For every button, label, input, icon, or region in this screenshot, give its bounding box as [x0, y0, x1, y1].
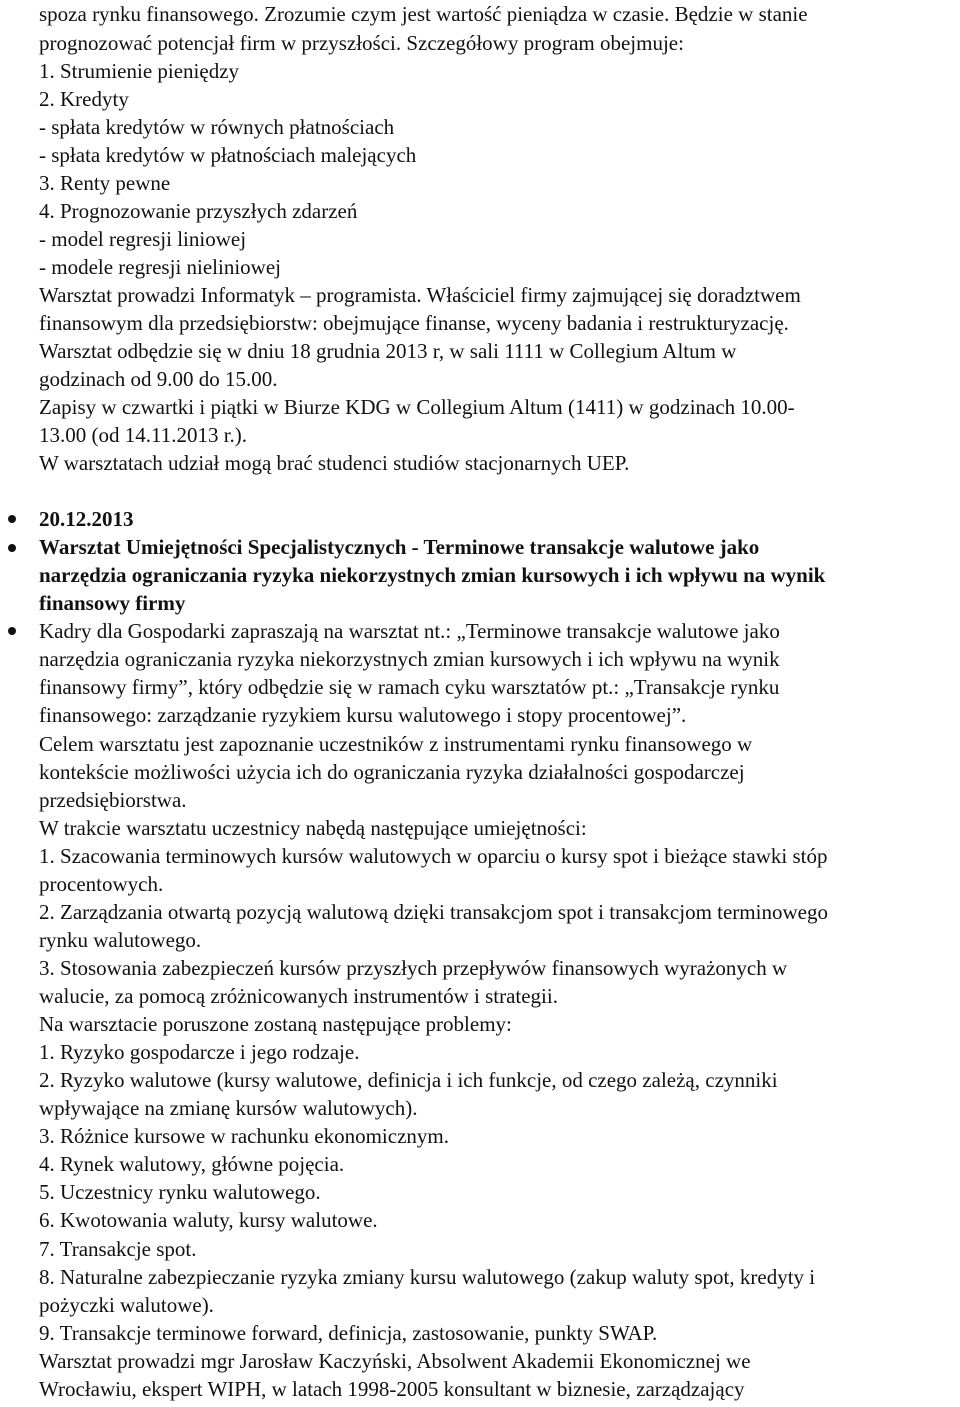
- event-title-line: Warsztat Umiejętności Specjalistycznych - Terminowe transakcje walutowe jako: [39, 535, 760, 559]
- event-body-line: wpływające na zmianę kursów walutowych).: [39, 1096, 418, 1120]
- intro-line: finansowym dla przedsiębiorstw: obejmujące finanse, wyceny badania i restrukturyzację.: [39, 311, 789, 335]
- intro-line: - spłata kredytów w płatnościach malejących: [39, 143, 417, 167]
- intro-line: prognozować potencjał firm w przyszłości. Szczegółowy program obejmuje:: [39, 31, 684, 55]
- intro-line: 2. Kredyty: [39, 87, 129, 111]
- intro-line: 1. Strumienie pieniędzy: [39, 59, 240, 83]
- event-title-line: finansowy firmy: [39, 591, 186, 615]
- event-body-line: 4. Rynek walutowy, główne pojęcia.: [39, 1152, 345, 1176]
- event-body-line: 2. Ryzyko walutowe (kursy walutowe, definicja i ich funkcje, od czego zależą, czynniki: [39, 1068, 778, 1092]
- event-body-line: Kadry dla Gospodarki zapraszają na warsztat nt.: „Terminowe transakcje walutowe jako: [39, 619, 780, 643]
- event-body-line: Na warsztacie poruszone zostaną następujące problemy:: [39, 1012, 512, 1036]
- intro-line: Warsztat prowadzi Informatyk – programista. Właściciel firmy zajmującej się doradztwem: [39, 283, 801, 307]
- event-body-line: 7. Transakcje spot.: [39, 1237, 197, 1261]
- event-body-line: 9. Transakcje terminowe forward, definicja, zastosowanie, punkty SWAP.: [39, 1321, 658, 1345]
- intro-line: 4. Prognozowanie przyszłych zdarzeń: [39, 199, 358, 223]
- event-body-line: 8. Naturalne zabezpieczanie ryzyka zmiany kursu walutowego (zakup waluty spot, kredyty i: [39, 1265, 816, 1289]
- intro-line: - modele regresji nieliniowej: [39, 255, 282, 279]
- event-body-line: 5. Uczestnicy rynku walutowego.: [39, 1180, 321, 1204]
- bullet-icon: [8, 627, 16, 635]
- intro-line: Zapisy w czwartki i piątki w Biurze KDG w Collegium Altum (1411) w godzinach 10.00-: [39, 395, 795, 419]
- event-body-line: procentowych.: [39, 872, 164, 896]
- event-body-line: 6. Kwotowania waluty, kursy walutowe.: [39, 1208, 378, 1232]
- bullet-icon: [8, 515, 16, 523]
- event-body-line: pożyczki walutowe).: [39, 1293, 214, 1317]
- intro-line: W warsztatach udział mogą brać studenci studiów stacjonarnych UEP.: [39, 451, 630, 475]
- event-body-line: 1. Ryzyko gospodarcze i jego rodzaje.: [39, 1040, 360, 1064]
- event-body-line: 1. Szacowania terminowych kursów walutowych w oparciu o kursy spot i bieżące stawki stóp: [39, 844, 828, 868]
- event-body-line: narzędzia ograniczania ryzyka niekorzystnych zmian kursowych i ich wpływu na wynik: [39, 647, 780, 671]
- event-body-line: kontekście możliwości użycia ich do ograniczania ryzyka działalności gospodarczej: [39, 760, 745, 784]
- event-body-line: Celem warsztatu jest zapoznanie uczestników z instrumentami rynku finansowego w: [39, 732, 753, 756]
- bullet-icon: [8, 544, 16, 552]
- intro-line: - model regresji liniowej: [39, 227, 247, 251]
- event-body-line: walucie, za pomocą zróżnicowanych instrumentów i strategii.: [39, 984, 558, 1008]
- intro-line: - spłata kredytów w równych płatnościach: [39, 115, 395, 139]
- event-body-line: 3. Różnice kursowe w rachunku ekonomicznym.: [39, 1124, 449, 1148]
- event-body-line: przedsiębiorstwa.: [39, 788, 187, 812]
- intro-line: Warsztat odbędzie się w dniu 18 grudnia 2013 r, w sali 1111 w Collegium Altum w: [39, 339, 737, 363]
- event-title-line: narzędzia ograniczania ryzyka niekorzystnych zmian kursowych i ich wpływu na wynik: [39, 563, 826, 587]
- event-body-line: 2. Zarządzania otwartą pozycją walutową dzięki transakcjom spot i transakcjom terminowego: [39, 900, 828, 924]
- event-body-line: finansowego: zarządzanie ryzykiem kursu walutowego i stopy procentowej”.: [39, 703, 687, 727]
- event-body-line: rynku walutowego.: [39, 928, 202, 952]
- event-body-line: 3. Stosowania zabezpieczeń kursów przyszłych przepływów finansowych wyrażonych w: [39, 956, 788, 980]
- intro-line: spoza rynku finansowego. Zrozumie czym jest wartość pieniądza w czasie. Będzie w stanie: [39, 2, 808, 26]
- intro-line: 3. Renty pewne: [39, 171, 171, 195]
- event-body-line: finansowy firmy”, który odbędzie się w ramach cyku warsztatów pt.: „Transakcje rynku: [39, 675, 780, 699]
- event-body-line: W trakcie warsztatu uczestnicy nabędą następujące umiejętności:: [39, 816, 587, 840]
- event-body-line: Warsztat prowadzi mgr Jarosław Kaczyński, Absolwent Akademii Ekonomicznej we: [39, 1349, 751, 1373]
- event-body-line: Wrocławiu, ekspert WIPH, w latach 1998-2005 konsultant w biznesie, zarządzający: [39, 1377, 745, 1401]
- intro-line: godzinach od 9.00 do 15.00.: [39, 367, 278, 391]
- intro-line: 13.00 (od 14.11.2013 r.).: [39, 423, 248, 447]
- event-date: 20.12.2013: [39, 507, 134, 531]
